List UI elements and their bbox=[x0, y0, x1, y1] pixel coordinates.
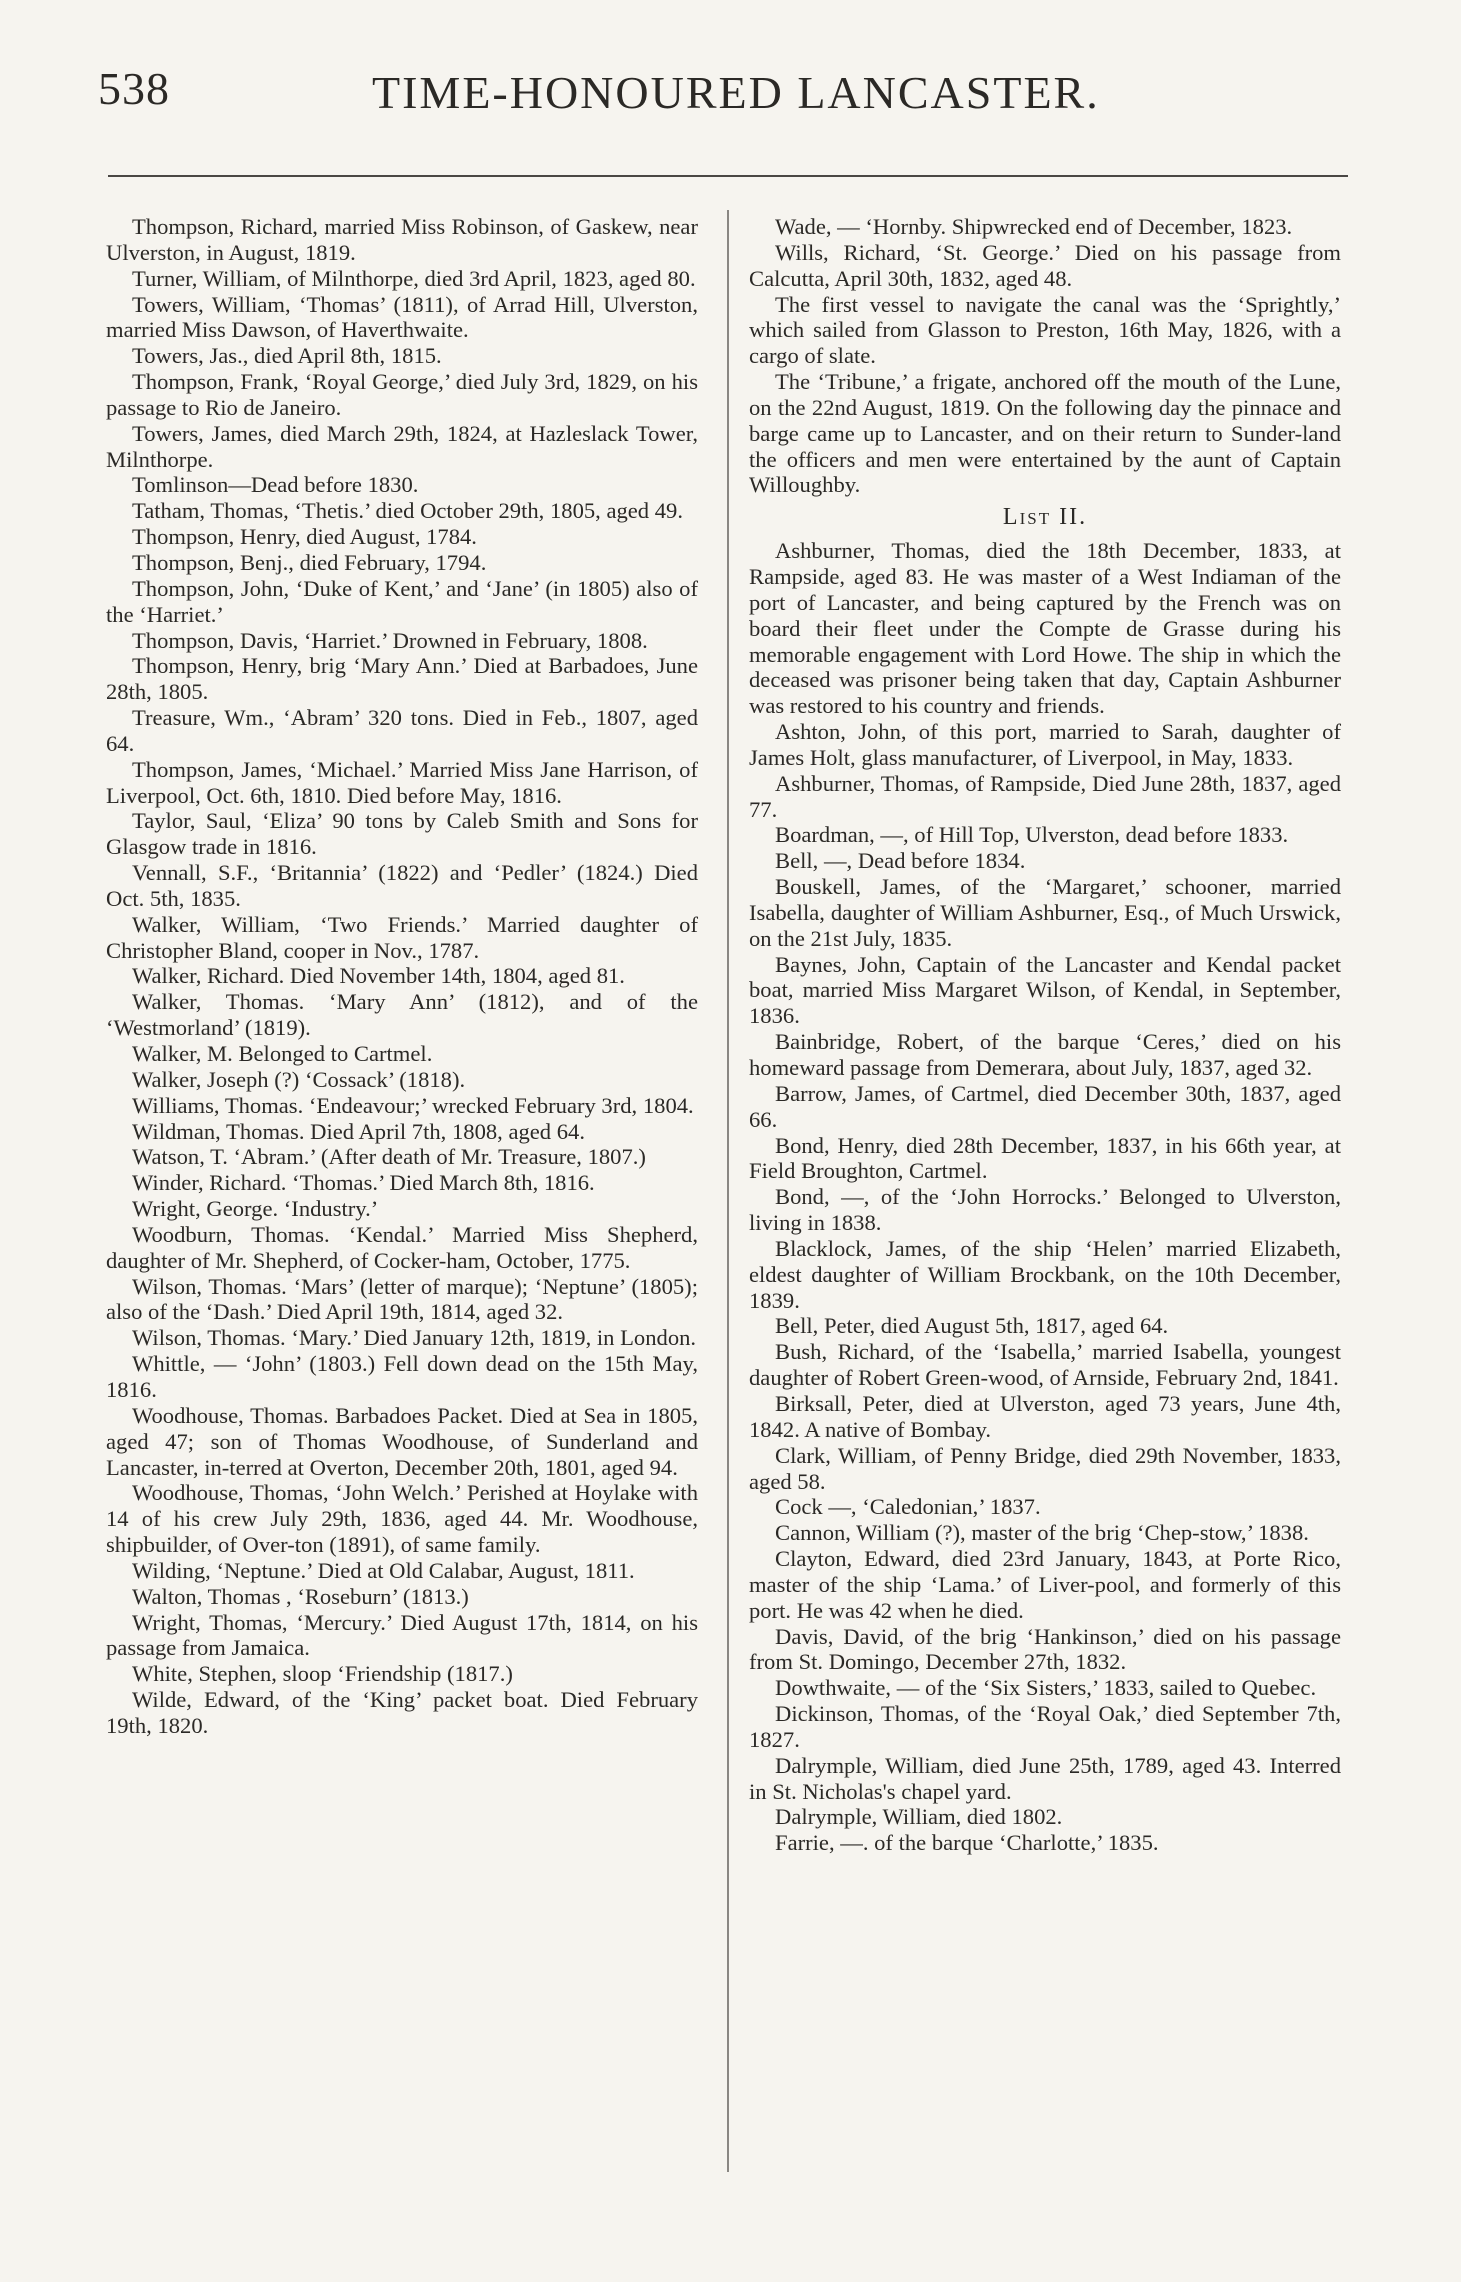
register-entry: Woodhouse, Thomas, ‘John Welch.’ Perished at Hoylake with 14 of his crew July 29th, 1836, aged 44. Mr. Woodhouse, shipbuilder, of Over-ton (1891), of same family. bbox=[106, 1480, 698, 1558]
register-entry: Taylor, Saul, ‘Eliza’ 90 tons by Caleb Smith and Sons for Glasgow trade in 1816. bbox=[106, 808, 698, 860]
register-entry: Treasure, Wm., ‘Abram’ 320 tons. Died in Feb., 1807, aged 64. bbox=[106, 705, 698, 756]
register-entry: Davis, David, of the brig ‘Hankinson,’ died on his passage from St. Domingo, December 27th, 1832. bbox=[749, 1623, 1341, 1675]
register-entry: Clark, William, of Penny Bridge, died 29th November, 1833, aged 58. bbox=[749, 1442, 1341, 1494]
register-entry: Vennall, S.F., ‘Britannia’ (1822) and ‘Pedler’ (1824.) Died Oct. 5th, 1835. bbox=[106, 860, 698, 911]
list-heading: List II. bbox=[1002, 504, 1088, 531]
register-entry: Walker, William, ‘Two Friends.’ Married daughter of Christopher Bland, cooper in Nov., 1787. bbox=[106, 911, 698, 963]
register-entry: Clayton, Edward, died 23rd January, 1843, at Porte Rico, master of the ship ‘Lama.’ of Liver-pool, and formerly of this port. He was 42 when he died. bbox=[749, 1546, 1341, 1623]
register-entry: Bond, Henry, died 28th December, 1837, in his 66th year, at Field Broughton, Cartmel. bbox=[749, 1132, 1341, 1184]
register-entry: Walker, Thomas. ‘Mary Ann’ (1812), and of the ‘Westmorland’ (1819). bbox=[106, 989, 698, 1041]
register-entry: Walker, Joseph (?) ‘Cossack’ (1818). bbox=[132, 1066, 466, 1092]
register-entry: Wilding, ‘Neptune.’ Died at Old Calabar, August, 1811. bbox=[132, 1557, 635, 1583]
column-divider bbox=[727, 210, 729, 2172]
register-entry: Wilde, Edward, of the ‘King’ packet boat. Died February 19th, 1820. bbox=[106, 1687, 698, 1738]
register-entry: Towers, Jas., died April 8th, 1815. bbox=[132, 343, 442, 369]
register-entry: Thompson, Frank, ‘Royal George,’ died July 3rd, 1829, on his passage to Rio de Janeiro. bbox=[106, 369, 698, 420]
register-entry: Boardman, —, of Hill Top, Ulverston, dead before 1833. bbox=[775, 822, 1289, 848]
register-entry: Baynes, John, Captain of the Lancaster and Kendal packet boat, married Miss Margaret Wilson, of Kendal, in September, 1836. bbox=[749, 951, 1341, 1029]
right-column bbox=[749, 214, 1341, 1856]
register-entry: Walton, Thomas , ‘Roseburn’ (1813.) bbox=[132, 1583, 469, 1609]
register-entry: Turner, William, of Milnthorpe, died 3rd April, 1823, aged 80. bbox=[132, 265, 696, 291]
register-entry: Ashburner, Thomas, of Rampside, Died June 28th, 1837, aged 77. bbox=[749, 770, 1341, 822]
register-entry: Dowthwaite, — of the ‘Six Sisters,’ 1833, sailed to Quebec. bbox=[775, 1675, 1317, 1701]
register-entry: Wills, Richard, ‘St. George.’ Died on his passage from Calcutta, April 30th, 1832, aged 48. bbox=[749, 239, 1341, 291]
register-entry: Thompson, Henry, died August, 1784. bbox=[132, 524, 477, 550]
right-column-entries-after bbox=[749, 538, 1341, 1856]
register-entry: Dalrymple, William, died June 25th, 1789, aged 43. Interred in St. Nicholas's chapel yard. bbox=[749, 1752, 1341, 1804]
register-entry: Blacklock, James, of the ship ‘Helen’ married Elizabeth, eldest daughter of William Brockbank, on the 10th December, 1839. bbox=[749, 1235, 1341, 1313]
register-entry: Towers, James, died March 29th, 1824, at Hazleslack Tower, Milnthorpe. bbox=[106, 420, 698, 472]
register-entry: Bush, Richard, of the ‘Isabella,’ married Isabella, youngest daughter of Robert Green-wood, of Arnside, February 2nd, 1841. bbox=[749, 1339, 1341, 1391]
left-column bbox=[106, 214, 698, 1739]
register-entry: Thompson, Benj., died February, 1794. bbox=[132, 549, 487, 575]
register-entry: White, Stephen, sloop ‘Friendship (1817.) bbox=[132, 1661, 513, 1687]
register-entry: Bouskell, James, of the ‘Margaret,’ schooner, married Isabella, daughter of William Ashburner, Esq., of Much Urswick, on the 21st July, 1835. bbox=[749, 874, 1341, 951]
register-entry: Bell, —, Dead before 1834. bbox=[775, 848, 1026, 874]
register-entry: Woodburn, Thomas. ‘Kendal.’ Married Miss Shepherd, daughter of Mr. Shepherd, of Cocker-ham, October, 1775. bbox=[106, 1221, 698, 1273]
register-entry: Thompson, Richard, married Miss Robinson, of Gaskew, near Ulverston, in August, 1819. bbox=[106, 214, 698, 265]
register-entry: Wilson, Thomas. ‘Mars’ (letter of marque); ‘Neptune’ (1805); also of the ‘Dash.’ Died April 19th, 1814, aged 32. bbox=[106, 1273, 698, 1325]
register-entry: Cock —, ‘Caledonian,’ 1837. bbox=[775, 1494, 1041, 1520]
register-entry: Walker, M. Belonged to Cartmel. bbox=[132, 1041, 433, 1066]
register-entry: Bell, Peter, died August 5th, 1817, aged 64. bbox=[775, 1313, 1169, 1339]
register-entry: Wilson, Thomas. ‘Mary.’ Died January 12th, 1819, in London. bbox=[132, 1325, 697, 1351]
register-entry: Birksall, Peter, died at Ulverston, aged 73 years, June 4th, 1842. A native of Bombay. bbox=[749, 1390, 1341, 1442]
register-entry: Thompson, John, ‘Duke of Kent,’ and ‘Jane’ (in 1805) also of the ‘Harriet.’ bbox=[106, 575, 698, 627]
register-entry: Winder, Richard. ‘Thomas.’ Died March 8th, 1816. bbox=[132, 1170, 595, 1196]
register-entry: Watson, T. ‘Abram.’ (After death of Mr. Treasure, 1807.) bbox=[132, 1144, 646, 1170]
register-entry: Cannon, William (?), master of the brig ‘Chep-stow,’ 1838. bbox=[775, 1520, 1309, 1546]
register-entry: Dalrymple, William, died 1802. bbox=[775, 1804, 1063, 1830]
register-entry: Towers, William, ‘Thomas’ (1811), of Arrad Hill, Ulverston, married Miss Dawson, of Haverthwaite. bbox=[106, 291, 698, 343]
header-rule bbox=[108, 175, 1348, 177]
register-entry: Tatham, Thomas, ‘Thetis.’ died October 29th, 1805, aged 49. bbox=[132, 498, 683, 524]
register-entry: Ashton, John, of this port, married to Sarah, daughter of James Holt, glass manufacturer, of Liverpool, in May, 1833. bbox=[749, 719, 1341, 770]
register-entry: Walker, Richard. Died November 14th, 1804, aged 81. bbox=[132, 963, 625, 989]
running-head-title: TIME-HONOURED LANCASTER. bbox=[372, 67, 1100, 118]
page-number: 538 bbox=[98, 63, 170, 114]
register-entry: Wright, George. ‘Industry.’ bbox=[132, 1196, 379, 1222]
register-entry: Farrie, —. of the barque ‘Charlotte,’ 1835. bbox=[775, 1830, 1159, 1856]
right-column-entries-before bbox=[749, 214, 1341, 498]
register-entry: Williams, Thomas. ‘Endeavour;’ wrecked February 3rd, 1804. bbox=[132, 1092, 694, 1118]
register-entry: Bainbridge, Robert, of the barque ‘Ceres,’ died on his homeward passage from Demerara, about July, 1837, aged 32. bbox=[749, 1029, 1341, 1080]
register-entry: Thompson, James, ‘Michael.’ Married Miss Jane Harrison, of Liverpool, Oct. 6th, 1810. Died before May, 1816. bbox=[106, 756, 698, 808]
register-entry: Bond, —, of the ‘John Horrocks.’ Belonged to Ulverston, living in 1838. bbox=[749, 1184, 1341, 1236]
register-entry: Thompson, Henry, brig ‘Mary Ann.’ Died at Barbadoes, June 28th, 1805. bbox=[106, 653, 698, 705]
register-entry: Barrow, James, of Cartmel, died December 30th, 1837, aged 66. bbox=[749, 1080, 1341, 1132]
register-entry: Wildman, Thomas. Died April 7th, 1808, aged 64. bbox=[132, 1118, 585, 1144]
register-entry: Wade, — ‘Hornby. Shipwrecked end of December, 1823. bbox=[775, 214, 1293, 239]
register-entry: The first vessel to navigate the canal was the ‘Sprightly,’ which sailed from Glasson to Preston, 16th May, 1826, with a cargo of slate. bbox=[749, 291, 1341, 369]
register-entry: Wright, Thomas, ‘Mercury.’ Died August 17th, 1814, on his passage from Jamaica. bbox=[106, 1609, 698, 1661]
register-entry: Dickinson, Thomas, of the ‘Royal Oak,’ died September 7th, 1827. bbox=[749, 1701, 1341, 1752]
register-entry: Thompson, Davis, ‘Harriet.’ Drowned in February, 1808. bbox=[132, 627, 648, 653]
register-entry: Whittle, — ‘John’ (1803.) Fell down dead on the 15th May, 1816. bbox=[106, 1351, 698, 1402]
register-entry: Ashburner, Thomas, died the 18th December, 1833, at Rampside, aged 83. He was master of a West Indiaman of the port of Lancaster, and being captured by the French was on board their fleet under the Compte de Grasse during his memorable engagement with Lord Howe. The ship in which the deceased was prisoner being taken that day, Captain Ashburner was restored to his country and friends. bbox=[749, 538, 1341, 719]
register-entry: Tomlinson—Dead before 1830. bbox=[132, 472, 419, 498]
register-entry: Woodhouse, Thomas. Barbadoes Packet. Died at Sea in 1805, aged 47; son of Thomas Woodhouse, of Sunderland and Lancaster, in-terred at Overton, December 20th, 1801, aged 94. bbox=[106, 1402, 698, 1480]
register-entry: The ‘Tribune,’ a frigate, anchored off the mouth of the Lune, on the 22nd August, 1819. On the following day the pinnace and barge came up to Lancaster, and on their return to Sunder-land the officers and men were entertained by the aunt of Captain Willoughby. bbox=[749, 369, 1341, 498]
